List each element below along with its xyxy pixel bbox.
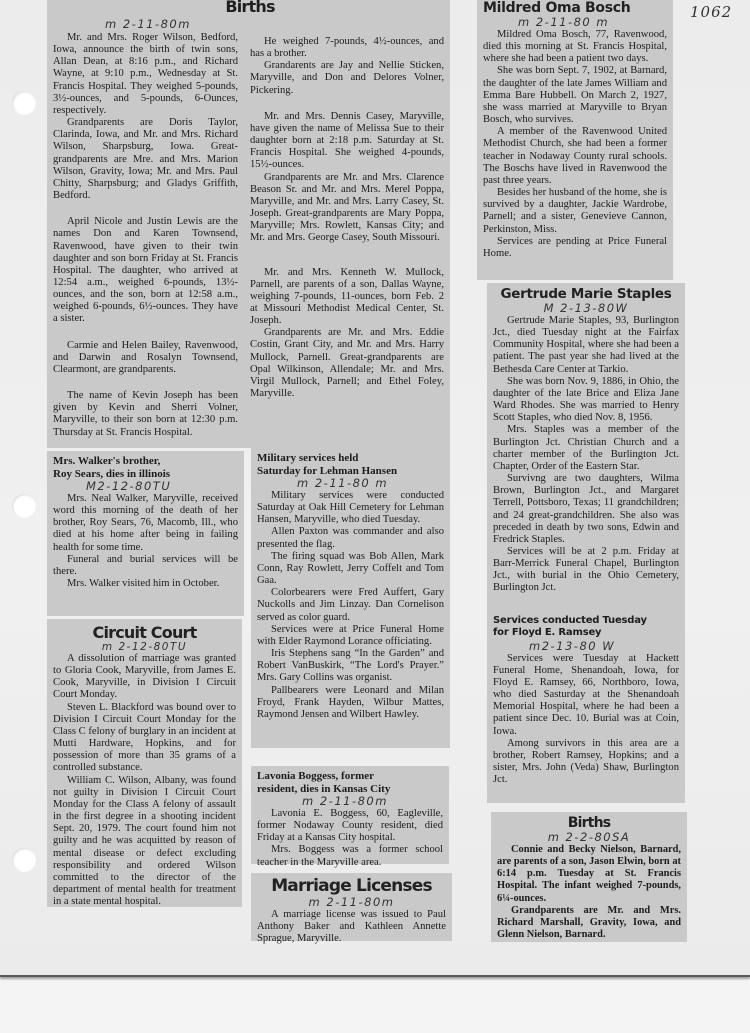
staples-obituary-clipping — [487, 283, 685, 803]
marriage-licenses-clipping — [251, 873, 452, 945]
article-paragraph: Allen Paxton was commander and also presented the flag. — [257, 526, 444, 550]
article-paragraph: Connie and Becky Nielson, Barnard, are parents of a son, Jason Elwin, born at 6:14 p.m. Tuesday at St. Francis Hospital. The infant weighed 7-pounds, 6¼-ounces. — [497, 844, 681, 904]
article-paragraph: Grandparents are Mr. and Mrs. Eddie Costin, Grant City, and Mr. and Mrs. Harry Mullock, Parnell. Great-grandparents are Opal Wilkinson, Allendale; Mr. and Mrs. Virgil Mullock, Parnell; and Ethel Foley, Maryville. — [250, 327, 444, 400]
boggess-obituary-clipping — [251, 766, 449, 868]
article-paragraph: Services were Tuesday at Hackett Funeral Home, Shenandoah, Iowa, for Floyd E. Ramsey, 66, Northboro, Iowa, who died Sasturday at the Shenandoah Memorial Hospital, where he had been a patient since Dec. 10. Burial was at Coin, Iowa. — [493, 652, 679, 737]
punch-hole — [12, 91, 36, 115]
births-nielson-clipping — [491, 812, 687, 942]
circuit-court-clipping — [47, 619, 242, 907]
date-note: M 2-13-80W — [543, 301, 629, 315]
headline: Military services held — [257, 452, 359, 464]
article-paragraph: Besides her husband of the home, she is survived by a daughter, Jackie Wardrobe, Parnell; and a sister, Genevieve Cannon, Perkinston, Miss. — [483, 187, 667, 235]
date-note: m 2-11-80 m — [518, 15, 610, 29]
article-paragraph: She was born Nov. 9, 1886, in Ohio, the daughter of the late Brice and Eliza Jane Ward Rhodes. She was married to Henry Scott Staples, who died Nov. 8, 1956. — [493, 375, 679, 424]
headline: Lavonia Boggess, former — [257, 770, 375, 782]
article-paragraph: Mildred Oma Bosch, 77, Ravenwood, died this morning at St. Francis Hospital, where she had been a patient two days. — [483, 29, 667, 65]
date-note: m 2-12-80TU — [101, 641, 188, 653]
article-paragraph: Mr. and Mrs. Kenneth W. Mullock, Parnell, are parents of a son, Dallas Wayne, weighing 7-pounds, 11-ounces, born Feb. 2 at Missouri Methodist Medical Center, St. Joseph. — [250, 266, 444, 327]
article-paragraph: Mrs. Boggess was a former school teacher in the Maryville area. — [257, 844, 443, 868]
headline: for Floyd E. Ramsey — [493, 627, 602, 639]
date-note: M2-12-80TU — [86, 479, 172, 493]
punch-hole — [12, 494, 36, 518]
bosch-heading: Mildred Oma Bosch — [483, 0, 631, 16]
article-paragraph: She was born Sept. 7, 1902, at Barnard, the daughter of the late James William and Emma Bare Hubbell. On March 2, 1927, she wass married at Maryville to Bryan Bosch, who survives. — [483, 65, 667, 126]
article-paragraph: A member of the Ravenwood United Methodist Church, she had been a former teacher in Nodaway County rural schools. The Boschs have lived in Ravenwood the past three years. — [483, 126, 667, 186]
article-paragraph: Mr. and Mrs. Dennis Casey, Maryville, have given the name of Melissa Sue to their daughter born at 2:18 p.m. Saturday at St. Francis Hospital. She weighed 4-pounds, 15½-ounces. — [250, 110, 444, 171]
article-paragraph: The name of Kevin Joseph has been given by Kevin and Sherri Volner, Maryville, to their son born at 12:30 p.m. Thursday at St. Francis Hospital. — [53, 390, 238, 438]
article-paragraph: Services will be at 2 p.m. Friday at Barr-Merrick Funeral Chapel, Burlington Jct., with burial in the Ohio Cemetery, Burlington Jct. — [493, 545, 679, 594]
hansen-military-services-clipping — [251, 448, 450, 748]
bosch-obituary-clipping — [477, 0, 673, 280]
circuit-court-heading: Circuit Court — [92, 623, 197, 642]
headline: Mrs. Walker's brother, — [53, 455, 161, 467]
headline: Services conducted Tuesday — [493, 614, 647, 626]
article-paragraph: Gertrude Marie Staples, 93, Burlington Jct., died Tuesday night at the Fairfax Community Hospital, where she had been a patient. The past year she had lived at the Bethesda Care Center at Tarkio. — [493, 315, 679, 375]
article-paragraph: Services were at Price Funeral Home with Elder Raymond Lorance officiating. — [257, 623, 444, 647]
article-paragraph: Mrs. Staples was a member of the Burlington Jct. Christian Church and a charter member of the Burlington Jct. Chapter, Order of the Eastern Star. — [493, 424, 679, 472]
date-note: m 2-11-80m — [105, 17, 191, 31]
article-paragraph: Carmie and Helen Bailey, Ravenwood, and Darwin and Rosalyn Townsend, Clearmont, are grandparents. — [53, 339, 238, 375]
article-paragraph: Military services were conducted Saturday at Oak Hill Cemetery for Lehman Hansen, Maryville, who died Tuesday. — [257, 490, 444, 526]
article-paragraph: Grandparents are Doris Taylor, Clarinda, Iowa, and Mr. and Mrs. Richard Wilson, Sharpsburg, Iowa. Great-grandparents are Mre. and Mrs. Marion Wilson, Gravity, Iowa; Mr. and Mrs. Paul Chitty, Sharpsburg; and Gladys Griffith, Bedford. — [53, 117, 238, 202]
article-paragraph: Among survivors in this area are a brother, Robert Ramsey, Hopkins; and a sister, Mrs. John (Veda) Shaw, Burlington Jct. — [493, 737, 679, 786]
article-paragraph: Pallbearers were Leonard and Milan Froyd, Frank Hayden, Wilbur Mattes, Raymond Jensen and Wilbert Hawley. — [257, 684, 444, 720]
headline: resident, dies in Kansas City — [257, 782, 391, 795]
article-paragraph: Mr. and Mrs. Roger Wilson, Bedford, Iowa, announce the birth of twin sons, Allan Dean, at 8:16 p.m., and Richard Wayne, at 9:10 p.m., Wednesday at St. Francis Hospital. They weighed 5-pounds, 3½-ounces, and 5-pounds, 6-Ounces, respectively. — [53, 32, 238, 116]
article-paragraph: He weighed 7-pounds, 4½-ounces, and has a brother. — [250, 36, 444, 60]
article-paragraph: Mrs. Walker visited him in October. — [67, 578, 220, 590]
article-paragraph: A marriage license was issued to Paul Anthony Baker and Kathleen Annette Sprague, Maryville. — [257, 909, 446, 945]
births-heading: Births — [225, 0, 275, 16]
births-heading: Births — [567, 815, 611, 831]
date-note: m2-13-80 W — [529, 638, 616, 653]
births-clipping-left — [47, 0, 244, 448]
article-paragraph: Grandparents are Mr. and Mrs. Richard Marshall, Gravity, Iowa, and Glenn Nielson, Barnard. — [497, 904, 681, 941]
article-paragraph: Lavonia E. Boggess, 60, Eagleville, former Nodaway County resident, died Friday at a Kansas City hospital. — [257, 808, 443, 844]
article-paragraph: Services are pending at Price Funeral Home. — [483, 235, 667, 259]
staples-heading: Gertrude Marie Staples — [500, 286, 672, 302]
headline: Roy Sears, dies in illinois — [53, 467, 171, 480]
page-number: 1062 — [690, 3, 733, 21]
date-note: m 2-11-80m — [308, 895, 395, 909]
article-paragraph: A dissolution of marriage was granted to Gloria Cook, Maryville, from James E. Cook, Maryville, in Division I Circuit Court Monday. — [53, 653, 236, 701]
article-paragraph: Steven L. Blackford was bound over to Division I Circuit Court Monday for the Class C felony of burglary in an incident at Mutti Hardware, Hopkins, and for possession of more than 35 grams of a controlled substance. — [53, 701, 236, 774]
article-paragraph: Grandparents are Mr. and Mrs. Clarence Beason Sr. and Mr. and Mrs. Merel Poppa, Maryville, and Mr. and Mrs. Larry Casey, St. Joseph. Great-grandparents are Mary Poppa, Maryville; Mrs. Rowlett, Kansas City; and Mr. and Mrs. George Casey, South Missouri. — [250, 171, 444, 244]
article-paragraph: Mrs. Neal Walker, Maryville, received word this morning of the death of her brother, Roy Sears, 76, Macomb, Ill., who died at his home after being in failing health for some time. — [53, 493, 238, 553]
marriage-licenses-heading: Marriage Licenses — [271, 876, 432, 896]
article-paragraph: Grandarents are Jay and Nellie Sticken, Maryville, and Don and Delores Volner, Pickering. — [250, 60, 444, 96]
article-paragraph: Funeral and burial services will be there. — [53, 553, 238, 577]
article-paragraph: April Nicole and Justin Lewis are the names Don and Karen Townsend, Ravenwood, have given to their twin daughter and son born Friday at St. Francis Hospital. The daughter, who arrived at 12:54 a.m., weighed 6-pounds, 13½-ounces, and the son, born at 12:58 a.m., weighed 6-pounds, 6½-ounces. They have a sister. — [53, 216, 238, 325]
article-paragraph: Colorbearers were Fred Auffert, Gary Nuckolls and Jim Linzay. Dan Cornelison served as color guard. — [257, 587, 444, 623]
walker-obituary-clipping — [47, 451, 244, 616]
article-paragraph: William C. Wilson, Albany, was found not guilty in Division I Circuit Court Monday for the Class A felony of assault in the first degree in a shooting incident Sept. 20, 1979. The court found him not guilty and he was acquitted by reason of mental disease or defect excluding responsibility and ordered Wilson committed to the director of the department of mental health for treatment in a state mental hospital. — [53, 774, 236, 908]
date-note: m 2-11-80 m — [297, 476, 389, 490]
punch-hole — [12, 848, 36, 872]
article-paragraph: The firing squad was Bob Allen, Mark Conn, Ray Rowlett, Jerry Coffelt and Tom Gaa. — [257, 550, 444, 587]
births-clipping-right — [244, 0, 450, 448]
date-note: m 2-2-80SA — [547, 830, 631, 844]
date-note: m 2-11-80m — [302, 794, 388, 808]
headline: Saturday for Lehman Hansen — [257, 464, 398, 477]
article-paragraph: Survivng are two daughters, Wilma Brown, Burlington Jct., and Margaret Terrell, Pottsboro, Texas; 11 grandchildren; and 24 great-grandchildren. She also was preceded in death by two sons, Edwin and Fredrick Staples. — [493, 473, 679, 545]
article-paragraph: Iris Stephens sang “In the Garden” and Robert VanBuskirk, “The Lord's Prayer.” Mrs. Gary Collins was organist. — [257, 648, 444, 684]
